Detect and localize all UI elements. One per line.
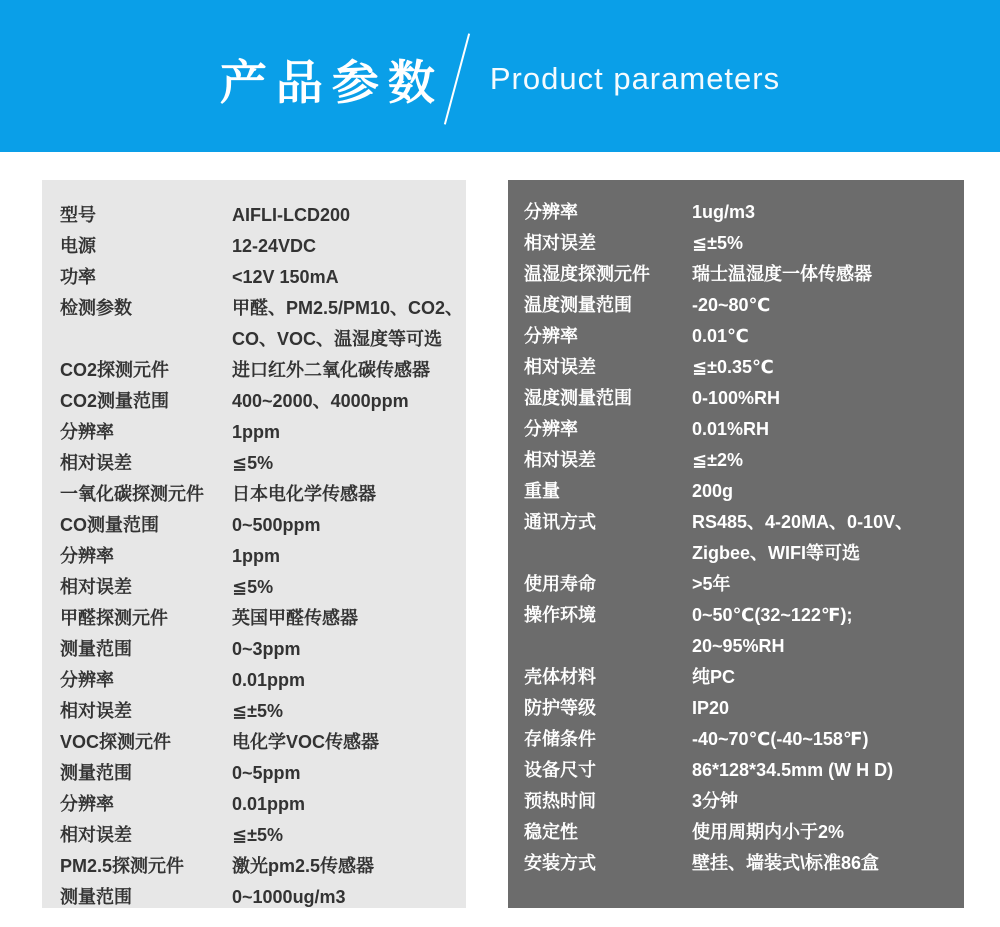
spec-value: ≦±2% [692, 450, 743, 470]
spec-label: 分辨率 [524, 419, 578, 439]
spec-row [60, 727, 466, 758]
spec-value-group [232, 696, 466, 727]
spec-value-group [692, 600, 964, 662]
spec-value: ≦5% [232, 577, 274, 597]
spec-row [60, 758, 466, 789]
spec-value: 电化学VOC传感器 [232, 732, 380, 752]
spec-value-group [692, 755, 964, 786]
spec-value: <12V 150mA [232, 267, 339, 287]
spec-label: VOC探测元件 [60, 732, 172, 752]
spec-value-group [232, 293, 466, 355]
spec-value-group [232, 510, 466, 541]
spec-value-group [232, 727, 466, 758]
spec-label: 相对误差 [524, 357, 596, 377]
spec-row [524, 476, 964, 507]
spec-value-group [692, 817, 964, 848]
spec-label: 温湿度探测元件 [524, 264, 650, 284]
spec-label: 预热时间 [524, 791, 596, 811]
spec-row [60, 355, 466, 386]
spec-label: CO测量范围 [60, 515, 159, 535]
spec-row [524, 724, 964, 755]
spec-value-group [692, 352, 964, 383]
spec-row [524, 290, 964, 321]
spec-value: 0.01%RH [692, 419, 770, 439]
spec-value-group [232, 572, 466, 603]
spec-value: 1ppm [232, 422, 281, 442]
spec-label: CO2测量范围 [60, 391, 170, 411]
spec-label: 稳定性 [524, 822, 578, 842]
spec-row [524, 569, 964, 600]
page-title-english: Product parameters [489, 61, 781, 96]
spec-panel-right [508, 180, 964, 908]
spec-label: 防护等级 [524, 698, 596, 718]
spec-value: 200g [692, 481, 734, 501]
spec-value: 0~3ppm [232, 639, 301, 659]
spec-value-group [232, 355, 466, 386]
spec-panel-left [42, 180, 466, 908]
spec-label: 测量范围 [60, 887, 132, 907]
spec-row [60, 510, 466, 541]
spec-value: 0~50℃(32~122℉); [692, 605, 853, 625]
spec-label: 测量范围 [60, 763, 132, 783]
spec-row [524, 352, 964, 383]
spec-label: 存储条件 [524, 729, 596, 749]
spec-value: AIFLI-LCD200 [232, 205, 351, 225]
spec-value-group [232, 634, 466, 665]
spec-value-group [232, 262, 466, 293]
spec-value-group [232, 417, 466, 448]
spec-value-group [692, 228, 964, 259]
spec-value-group [232, 603, 466, 634]
spec-value-group [232, 789, 466, 820]
spec-value: ≦±5% [232, 825, 283, 845]
spec-value: 使用周期内小于2% [692, 822, 845, 842]
spec-label: 相对误差 [60, 701, 132, 721]
spec-label: 相对误差 [60, 825, 132, 845]
spec-label: 安装方式 [524, 853, 596, 873]
spec-value-group [692, 786, 964, 817]
spec-value: >5年 [692, 574, 731, 594]
spec-row [60, 882, 466, 908]
spec-row [60, 851, 466, 882]
spec-value: 纯PC [692, 667, 736, 687]
spec-label: 重量 [524, 481, 560, 501]
spec-value-group [692, 383, 964, 414]
spec-row [60, 262, 466, 293]
spec-value-group [232, 231, 466, 262]
spec-row [524, 414, 964, 445]
spec-value-group [692, 724, 964, 755]
spec-value: 壁挂、墙装式\标准86盒 [692, 853, 880, 873]
spec-label: 分辨率 [60, 670, 114, 690]
spec-row [60, 386, 466, 417]
spec-value: ≦5% [232, 453, 274, 473]
spec-row [60, 417, 466, 448]
spec-row [524, 786, 964, 817]
spec-label: 分辨率 [60, 422, 114, 442]
spec-label: 分辨率 [524, 202, 578, 222]
spec-value-group [232, 820, 466, 851]
spec-row [60, 572, 466, 603]
spec-label: 设备尺寸 [524, 760, 596, 780]
spec-value: 400~2000、4000ppm [232, 391, 409, 411]
spec-row [60, 665, 466, 696]
spec-row [524, 755, 964, 786]
spec-value: 激光pm2.5传感器 [232, 856, 375, 876]
spec-value-group [692, 290, 964, 321]
spec-value-line2: Zigbee、WIFI等可选 [692, 543, 860, 563]
spec-value-group [692, 507, 964, 569]
spec-value: 3分钟 [692, 791, 739, 811]
spec-value: 瑞士温湿度一体传感器 [692, 264, 872, 284]
spec-value-group [232, 665, 466, 696]
spec-value: 0.01ppm [232, 794, 306, 814]
spec-value: 0~5ppm [232, 763, 301, 783]
spec-row [524, 228, 964, 259]
spec-row [60, 231, 466, 262]
spec-row [524, 848, 964, 879]
spec-label: 相对误差 [60, 577, 132, 597]
spec-label: 型号 [60, 205, 96, 225]
spec-content [42, 180, 1000, 908]
spec-row [524, 507, 964, 569]
spec-row [60, 603, 466, 634]
spec-value-group [692, 321, 964, 352]
spec-value: 1ug/m3 [692, 202, 756, 222]
spec-label: 壳体材料 [524, 667, 596, 687]
spec-value: 1ppm [232, 546, 281, 566]
spec-value: 0~1000ug/m3 [232, 887, 346, 907]
spec-label: 测量范围 [60, 639, 132, 659]
spec-label: 相对误差 [524, 450, 596, 470]
spec-value-group [232, 758, 466, 789]
spec-label: 功率 [60, 267, 96, 287]
spec-row [524, 817, 964, 848]
spec-value-group [692, 259, 964, 290]
spec-value: IP20 [692, 698, 730, 718]
spec-label: 使用寿命 [524, 574, 596, 594]
spec-row [60, 200, 466, 231]
spec-row [524, 600, 964, 662]
spec-value: ≦±5% [232, 701, 283, 721]
page-title-chinese: 产品参数 [219, 55, 444, 109]
spec-value-group [232, 479, 466, 510]
spec-value: 英国甲醛传感器 [232, 608, 358, 628]
spec-label: 分辨率 [60, 546, 114, 566]
spec-value-group [232, 386, 466, 417]
slash-divider [444, 33, 470, 124]
spec-value: ≦±5% [692, 233, 743, 253]
spec-value-group [692, 662, 964, 693]
spec-label: CO2探测元件 [60, 360, 170, 380]
spec-label: 相对误差 [524, 233, 596, 253]
spec-label: 甲醛探测元件 [60, 608, 168, 628]
spec-label: 分辨率 [60, 794, 114, 814]
spec-value: 0-100%RH [692, 388, 781, 408]
spec-row [60, 634, 466, 665]
spec-value: 日本电化学传感器 [232, 484, 376, 504]
spec-label: PM2.5探测元件 [60, 856, 185, 876]
spec-value-group [692, 476, 964, 507]
spec-row [60, 541, 466, 572]
spec-value-group [692, 445, 964, 476]
spec-row [524, 259, 964, 290]
spec-label: 温度测量范围 [524, 295, 632, 315]
spec-row [524, 383, 964, 414]
spec-value: 0.01ppm [232, 670, 306, 690]
spec-value-group [232, 851, 466, 882]
spec-value-group [232, 200, 466, 231]
spec-label: 电源 [60, 236, 96, 256]
spec-row [524, 321, 964, 352]
spec-value: ≦±0.35℃ [692, 357, 774, 377]
spec-row [60, 448, 466, 479]
spec-label: 操作环境 [524, 605, 596, 625]
spec-row [60, 696, 466, 727]
spec-value: 0.01℃ [692, 326, 749, 346]
spec-value-group [692, 693, 964, 724]
spec-row [524, 445, 964, 476]
spec-label: 分辨率 [524, 326, 578, 346]
spec-value: 12-24VDC [232, 236, 317, 256]
spec-row [524, 662, 964, 693]
spec-label: 检测参数 [60, 298, 132, 318]
spec-value: -20~80℃ [692, 295, 771, 315]
spec-label: 湿度测量范围 [524, 388, 632, 408]
spec-label: 相对误差 [60, 453, 132, 473]
spec-label: 一氧化碳探测元件 [60, 484, 204, 504]
spec-value-group [692, 569, 964, 600]
spec-value-group [232, 882, 466, 908]
spec-row [524, 197, 964, 228]
spec-value-group [692, 848, 964, 879]
spec-value-group [232, 448, 466, 479]
spec-value: 甲醛、PM2.5/PM10、CO2、 [232, 298, 464, 318]
spec-value: 0~500ppm [232, 515, 321, 535]
spec-value-group [232, 541, 466, 572]
spec-value-line2: 20~95%RH [692, 636, 785, 656]
spec-value: -40~70℃(-40~158℉) [692, 729, 869, 749]
spec-value-line2: CO、VOC、温湿度等可选 [232, 329, 443, 349]
spec-value: 86*128*34.5mm (W H D) [692, 760, 894, 780]
spec-row [524, 693, 964, 724]
spec-value-group [692, 197, 964, 228]
spec-value: RS485、4-20MA、0-10V、 [692, 512, 914, 532]
spec-value-group [692, 414, 964, 445]
spec-row [60, 479, 466, 510]
header-banner [0, 0, 1000, 152]
spec-label: 通讯方式 [524, 512, 596, 532]
spec-row [60, 820, 466, 851]
spec-row [60, 789, 466, 820]
spec-row [60, 293, 466, 355]
spec-value: 进口红外二氧化碳传感器 [232, 360, 430, 380]
